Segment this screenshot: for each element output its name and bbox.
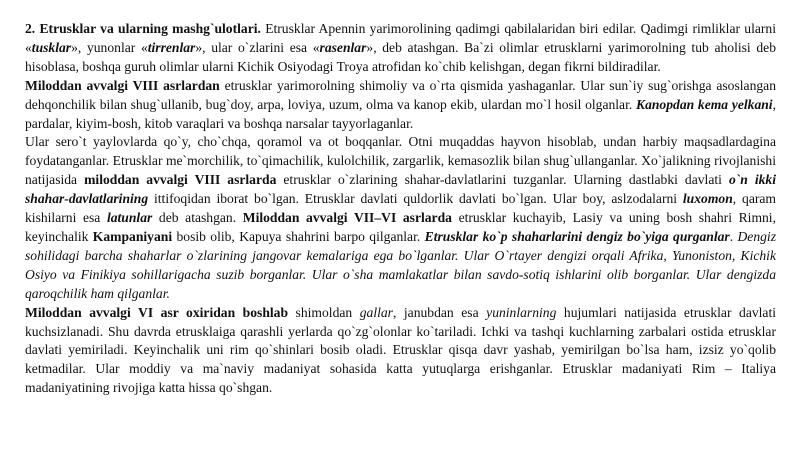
- text-run-italic: yuninlarning: [486, 304, 557, 320]
- text-run-plain: », ular o`zlarini esa «: [195, 39, 320, 55]
- text-run-bold: miloddan avvalgi VIII asrlarda: [84, 172, 277, 188]
- paragraph-agriculture: [25, 77, 776, 134]
- text-run-bold: Kampaniyani: [92, 228, 173, 244]
- text-run-bold: Miloddan avvalgi VII–VI asrlarda: [242, 210, 452, 226]
- text-run-bold-italic: rasenlar: [319, 39, 367, 55]
- text-run-bold-italic: tusklar: [31, 39, 72, 55]
- text-run-bold-italic: latunlar: [106, 210, 153, 226]
- text-run-plain: .: [729, 228, 738, 244]
- text-run-plain: , qaram kishilarni esa: [25, 191, 776, 226]
- text-run-bold-italic: Kanopdan kema yelkani: [636, 96, 773, 112]
- text-run-bold-italic: o`n ikki shahar-davlatlarining: [25, 172, 776, 207]
- text-run-plain: etrusklar yarimorolning shimoliy va o`rta qismida yashaganlar. Ular sun`iy sug`orishga asoslangan dehqonchilik bilan shug`ullanib, bug`doy, arpa, loviya, uzum, olma va kanop ekib, ulardan mo`l hosil olganlar.: [25, 77, 776, 112]
- text-run-bold-italic: tirrenlar: [147, 39, 196, 55]
- paragraph-decline: [25, 304, 776, 399]
- text-run-plain: », yunonlar «: [71, 39, 148, 55]
- text-run-plain: », deb atashgan. Ba`zi olimlar etrusklarni yarimorolning tub aholisi deb hisoblasa, boshqa guruh olimlar ularni Kichik Osiyodagi Troya atrofidan ko`chib kelishgan, degan fikrni bildiradilar.: [25, 39, 777, 74]
- text-run-plain: Ular sero`t yaylovlarda qo`y, cho`chqa, qoramol va ot boqqanlar. Otni muqaddas hayvon hisoblab, undan harbiy maqsadlardagina foydatanganlar. Etrusklar me`morchilik, to`qimachilik, kulolchilik, zargarlik, kemasozlik bilan shug`ullanganlar. Xo`jalikning rivojlanishi natijasida: [25, 134, 776, 188]
- paragraph-etruscans-intro: [25, 20, 776, 77]
- text-run-plain: Etrusklar Apennin yarimorolining qadimgi qabilalaridan biri edilar. Qadimgi rimliklar ularni «: [25, 21, 776, 55]
- text-run-bold-italic: Etrusklar ko`p shaharlarini dengiz bo`yiga qurganlar: [424, 228, 730, 244]
- text-run-bold: Miloddan avvalgi VIII asrlardan: [25, 77, 220, 93]
- text-run-italic: Dengiz sohilidagi barcha shaharlar o`zlarining jangovar kemalariga ega bo`lganlar. Ular O`rtayer dengizi orqali Afrika, Yunoniston, Kichik Osiyo va Finikiya sohillarigacha suzib borganlar. Ular o`sha mamlakatlar bilan savdo-sotiq ishlarini olib borganlar. Ular dengizda qaroqchilik ham qilganlar.: [25, 228, 776, 301]
- text-run-plain: , janubdan esa: [392, 304, 487, 320]
- text-run-italic: gallar: [359, 304, 393, 320]
- text-run-plain: bosib olib, Kapuya shahrini barpo qilganlar.: [172, 228, 425, 244]
- text-run-bold: Miloddan avvalgi VI asr oxiridan boshlab: [25, 304, 289, 320]
- text-run-bold: 2. Etrusklar va ularning mashg`ulotlari.: [25, 21, 261, 36]
- text-run-plain: shimoldan: [288, 304, 360, 320]
- text-run-plain: , pardalar, kiyim-bosh, kitob varaqlari va boshqa narsalar tayyorlaganlar.: [25, 96, 776, 131]
- text-run-plain: ittifoqidan iborat bo`lgan. Etrusklar davlati quldorlik davlati bo`lgan. Ular boy, aslzodalarni: [148, 191, 683, 207]
- text-run-plain: deb atashgan.: [152, 210, 243, 226]
- text-run-plain: etrusklar o`zlarining shahar-davlatlarini tuzganlar. Ularning dastlabki davlati: [276, 172, 729, 188]
- text-run-plain: hujumlari natijasida etrusklar davlati kuchsizlanadi. Shu davrda etrusklaiga qarashli yerlarda qo`zg`olonlar ko`tariladi. Ichki va tashqi kuchlarning zarbalari ostida etrusklar davlati yemiriladi. Keyinchalik uni rim qo`shinlari bosib oladi. Etrusklar qisqa davr yashab, yemirilgan bo`lsa ham, izsiz yo`qolib ketmadilar. Ular moddiy va ma`naviy madaniyat sohasida katta yutuqlarga erishganlar. Etrusklar madaniyati Rim – Italiya madaniyatining rivojiga katta hissa qo`shgan.: [25, 304, 777, 396]
- text-run-plain: etrusklar kuchayib, Lasiy va uning bosh shahri Rimni, keyinchalik: [25, 210, 776, 244]
- paragraph-economy-and-states: [25, 133, 776, 303]
- text-run-bold-italic: luxomon: [682, 191, 733, 207]
